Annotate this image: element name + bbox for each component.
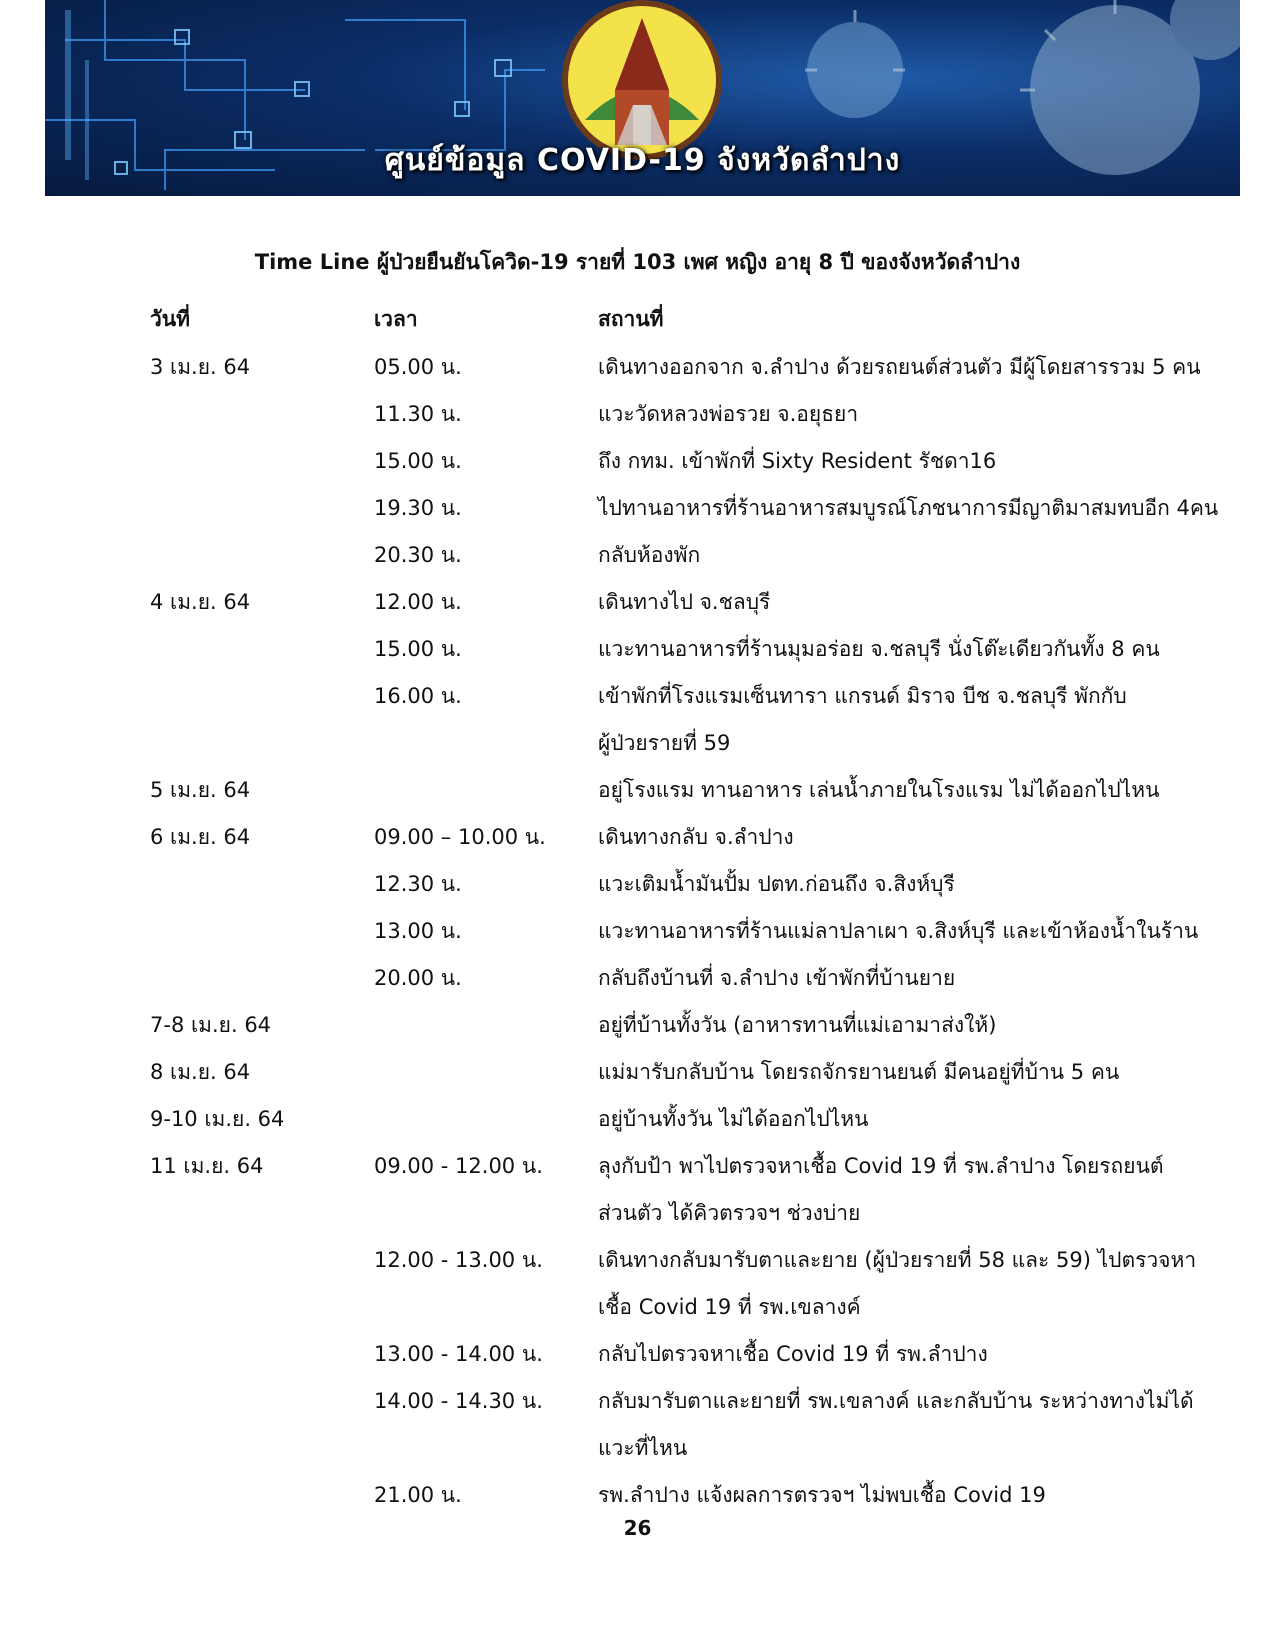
table-row [150, 1190, 1210, 1237]
row-time: 14.00 - 14.30 น. [374, 1389, 543, 1413]
row-place: รพ.ลำปาง แจ้งผลการตรวจฯ ไม่พบเชื้อ Covid 19 [598, 1483, 1046, 1507]
row-time: 19.30 น. [374, 496, 462, 520]
row-time: 15.00 น. [374, 637, 462, 661]
table-row [150, 1143, 1210, 1190]
row-time: 12.00 น. [374, 590, 462, 614]
row-time: 09.00 – 10.00 น. [374, 825, 546, 849]
table-row [150, 532, 1210, 579]
row-date: 6 เม.ย. 64 [150, 825, 251, 849]
table-row [150, 1425, 1210, 1472]
row-time: 20.00 น. [374, 966, 462, 990]
header-place: สถานที่ [598, 307, 664, 331]
row-place: เดินทางกลับ จ.ลำปาง [598, 825, 794, 849]
row-place: แวะที่ไหน [598, 1436, 688, 1460]
table-row [150, 720, 1210, 767]
row-time: 13.00 - 14.00 น. [374, 1342, 543, 1366]
row-date: 3 เม.ย. 64 [150, 355, 251, 379]
table-row [150, 1237, 1210, 1284]
table-row [150, 626, 1210, 673]
table-row [150, 438, 1210, 485]
row-time: 12.30 น. [374, 872, 462, 896]
timeline-rows [150, 344, 1219, 1519]
row-place: กลับห้องพัก [598, 543, 701, 567]
table-row [150, 1096, 1210, 1143]
page-number: 26 [623, 1516, 652, 1540]
row-time: 13.00 น. [374, 919, 462, 943]
row-place: อยู่ที่บ้านทั้งวัน (อาหารทานที่แม่เอามาส่งให้) [598, 1013, 997, 1037]
row-place: กลับมารับตาและยายที่ รพ.เขลางค์ และกลับบ้าน ระหว่างทางไม่ได้ [598, 1389, 1194, 1413]
table-row [150, 579, 1210, 626]
row-date: 9-10 เม.ย. 64 [150, 1107, 285, 1131]
row-place: ลุงกับป้า พาไปตรวจหาเชื้อ Covid 19 ที่ รพ.ลำปาง โดยรถยนต์ [598, 1154, 1164, 1178]
table-row [150, 1049, 1210, 1096]
lampang-province-seal-icon [562, 0, 722, 160]
row-time: 11.30 น. [374, 402, 462, 426]
row-place: กลับไปตรวจหาเชื้อ Covid 19 ที่ รพ.ลำปาง [598, 1342, 988, 1366]
table-row [150, 1284, 1210, 1331]
table-row [150, 344, 1210, 391]
banner-title: ศูนย์ข้อมูล COVID-19 จังหวัดลำปาง [384, 143, 901, 178]
table-row [150, 908, 1210, 955]
row-date: 8 เม.ย. 64 [150, 1060, 251, 1084]
table-header-row [150, 300, 1210, 338]
row-place: แวะทานอาหารที่ร้านมุมอร่อย จ.ชลบุรี นั่งโต๊ะเดียวกันทั้ง 8 คน [598, 637, 1160, 661]
table-row [150, 1002, 1210, 1049]
table-row [150, 485, 1219, 532]
row-place: แวะเติมน้ำมันปั้ม ปตท.ก่อนถึง จ.สิงห์บุรี [598, 872, 955, 896]
row-place: เข้าพักที่โรงแรมเซ็นทารา แกรนด์ มิราจ บีช จ.ชลบุรี พักกับ [598, 684, 1127, 708]
row-place: เดินทางไป จ.ชลบุรี [598, 590, 771, 614]
row-time: 12.00 - 13.00 น. [374, 1248, 543, 1272]
row-time: 05.00 น. [374, 355, 462, 379]
row-time: 21.00 น. [374, 1483, 462, 1507]
table-row [150, 1472, 1210, 1519]
row-place: แวะทานอาหารที่ร้านแม่ลาปลาเผา จ.สิงห์บุรี และเข้าห้องน้ำในร้าน [598, 919, 1199, 943]
table-row [150, 1331, 1210, 1378]
row-time: 15.00 น. [374, 449, 462, 473]
table-row [150, 1378, 1210, 1425]
row-place: กลับถึงบ้านที่ จ.ลำปาง เข้าพักที่บ้านยาย [598, 966, 956, 990]
row-place: แวะวัดหลวงพ่อรวย จ.อยุธยา [598, 402, 859, 426]
table-row [150, 673, 1210, 720]
row-place: ไปทานอาหารที่ร้านอาหารสมบูรณ์โภชนาการมีญาติมาสมทบอีก 4คน [598, 496, 1219, 520]
row-time: 20.30 น. [374, 543, 462, 567]
row-place: แม่มารับกลับบ้าน โดยรถจักรยานยนต์ มีคนอยู่ที่บ้าน 5 คน [598, 1060, 1120, 1084]
row-date: 4 เม.ย. 64 [150, 590, 251, 614]
table-row [150, 391, 1210, 438]
row-date: 7-8 เม.ย. 64 [150, 1013, 272, 1037]
row-place: เชื้อ Covid 19 ที่ รพ.เขลางค์ [598, 1295, 861, 1319]
row-place: อยู่โรงแรม ทานอาหาร เล่นน้ำภายในโรงแรม ไม่ได้ออกไปไหน [598, 778, 1160, 802]
row-place: อยู่บ้านทั้งวัน ไม่ได้ออกไปไหน [598, 1107, 869, 1131]
table-row [150, 814, 1210, 861]
row-date: 5 เม.ย. 64 [150, 778, 251, 802]
row-place: เดินทางออกจาก จ.ลำปาง ด้วยรถยนต์ส่วนตัว มีผู้โดยสารรวม 5 คน [598, 355, 1201, 379]
row-date: 11 เม.ย. 64 [150, 1154, 264, 1178]
header-date: วันที่ [150, 307, 190, 331]
row-time: 09.00 - 12.00 น. [374, 1154, 543, 1178]
row-place: เดินทางกลับมารับตาและยาย (ผู้ป่วยรายที่ 58 และ 59) ไปตรวจหา [598, 1248, 1197, 1272]
table-row [150, 955, 1210, 1002]
row-time: 16.00 น. [374, 684, 462, 708]
header-banner [45, 0, 1240, 196]
document-title: Time Line ผู้ป่วยยืนยันโควิด-19 รายที่ 103 เพศ หญิง อายุ 8 ปี ของจังหวัดลำปาง [254, 250, 1021, 274]
row-place: ถึง กทม. เข้าพักที่ Sixty Resident รัชดา16 [598, 449, 997, 473]
row-place: ส่วนตัว ได้คิวตรวจฯ ช่วงบ่าย [598, 1201, 861, 1225]
row-place: ผู้ป่วยรายที่ 59 [598, 731, 731, 755]
timeline-table [150, 300, 1219, 1519]
table-row [150, 861, 1210, 908]
header-time: เวลา [374, 307, 418, 331]
table-row [150, 767, 1210, 814]
